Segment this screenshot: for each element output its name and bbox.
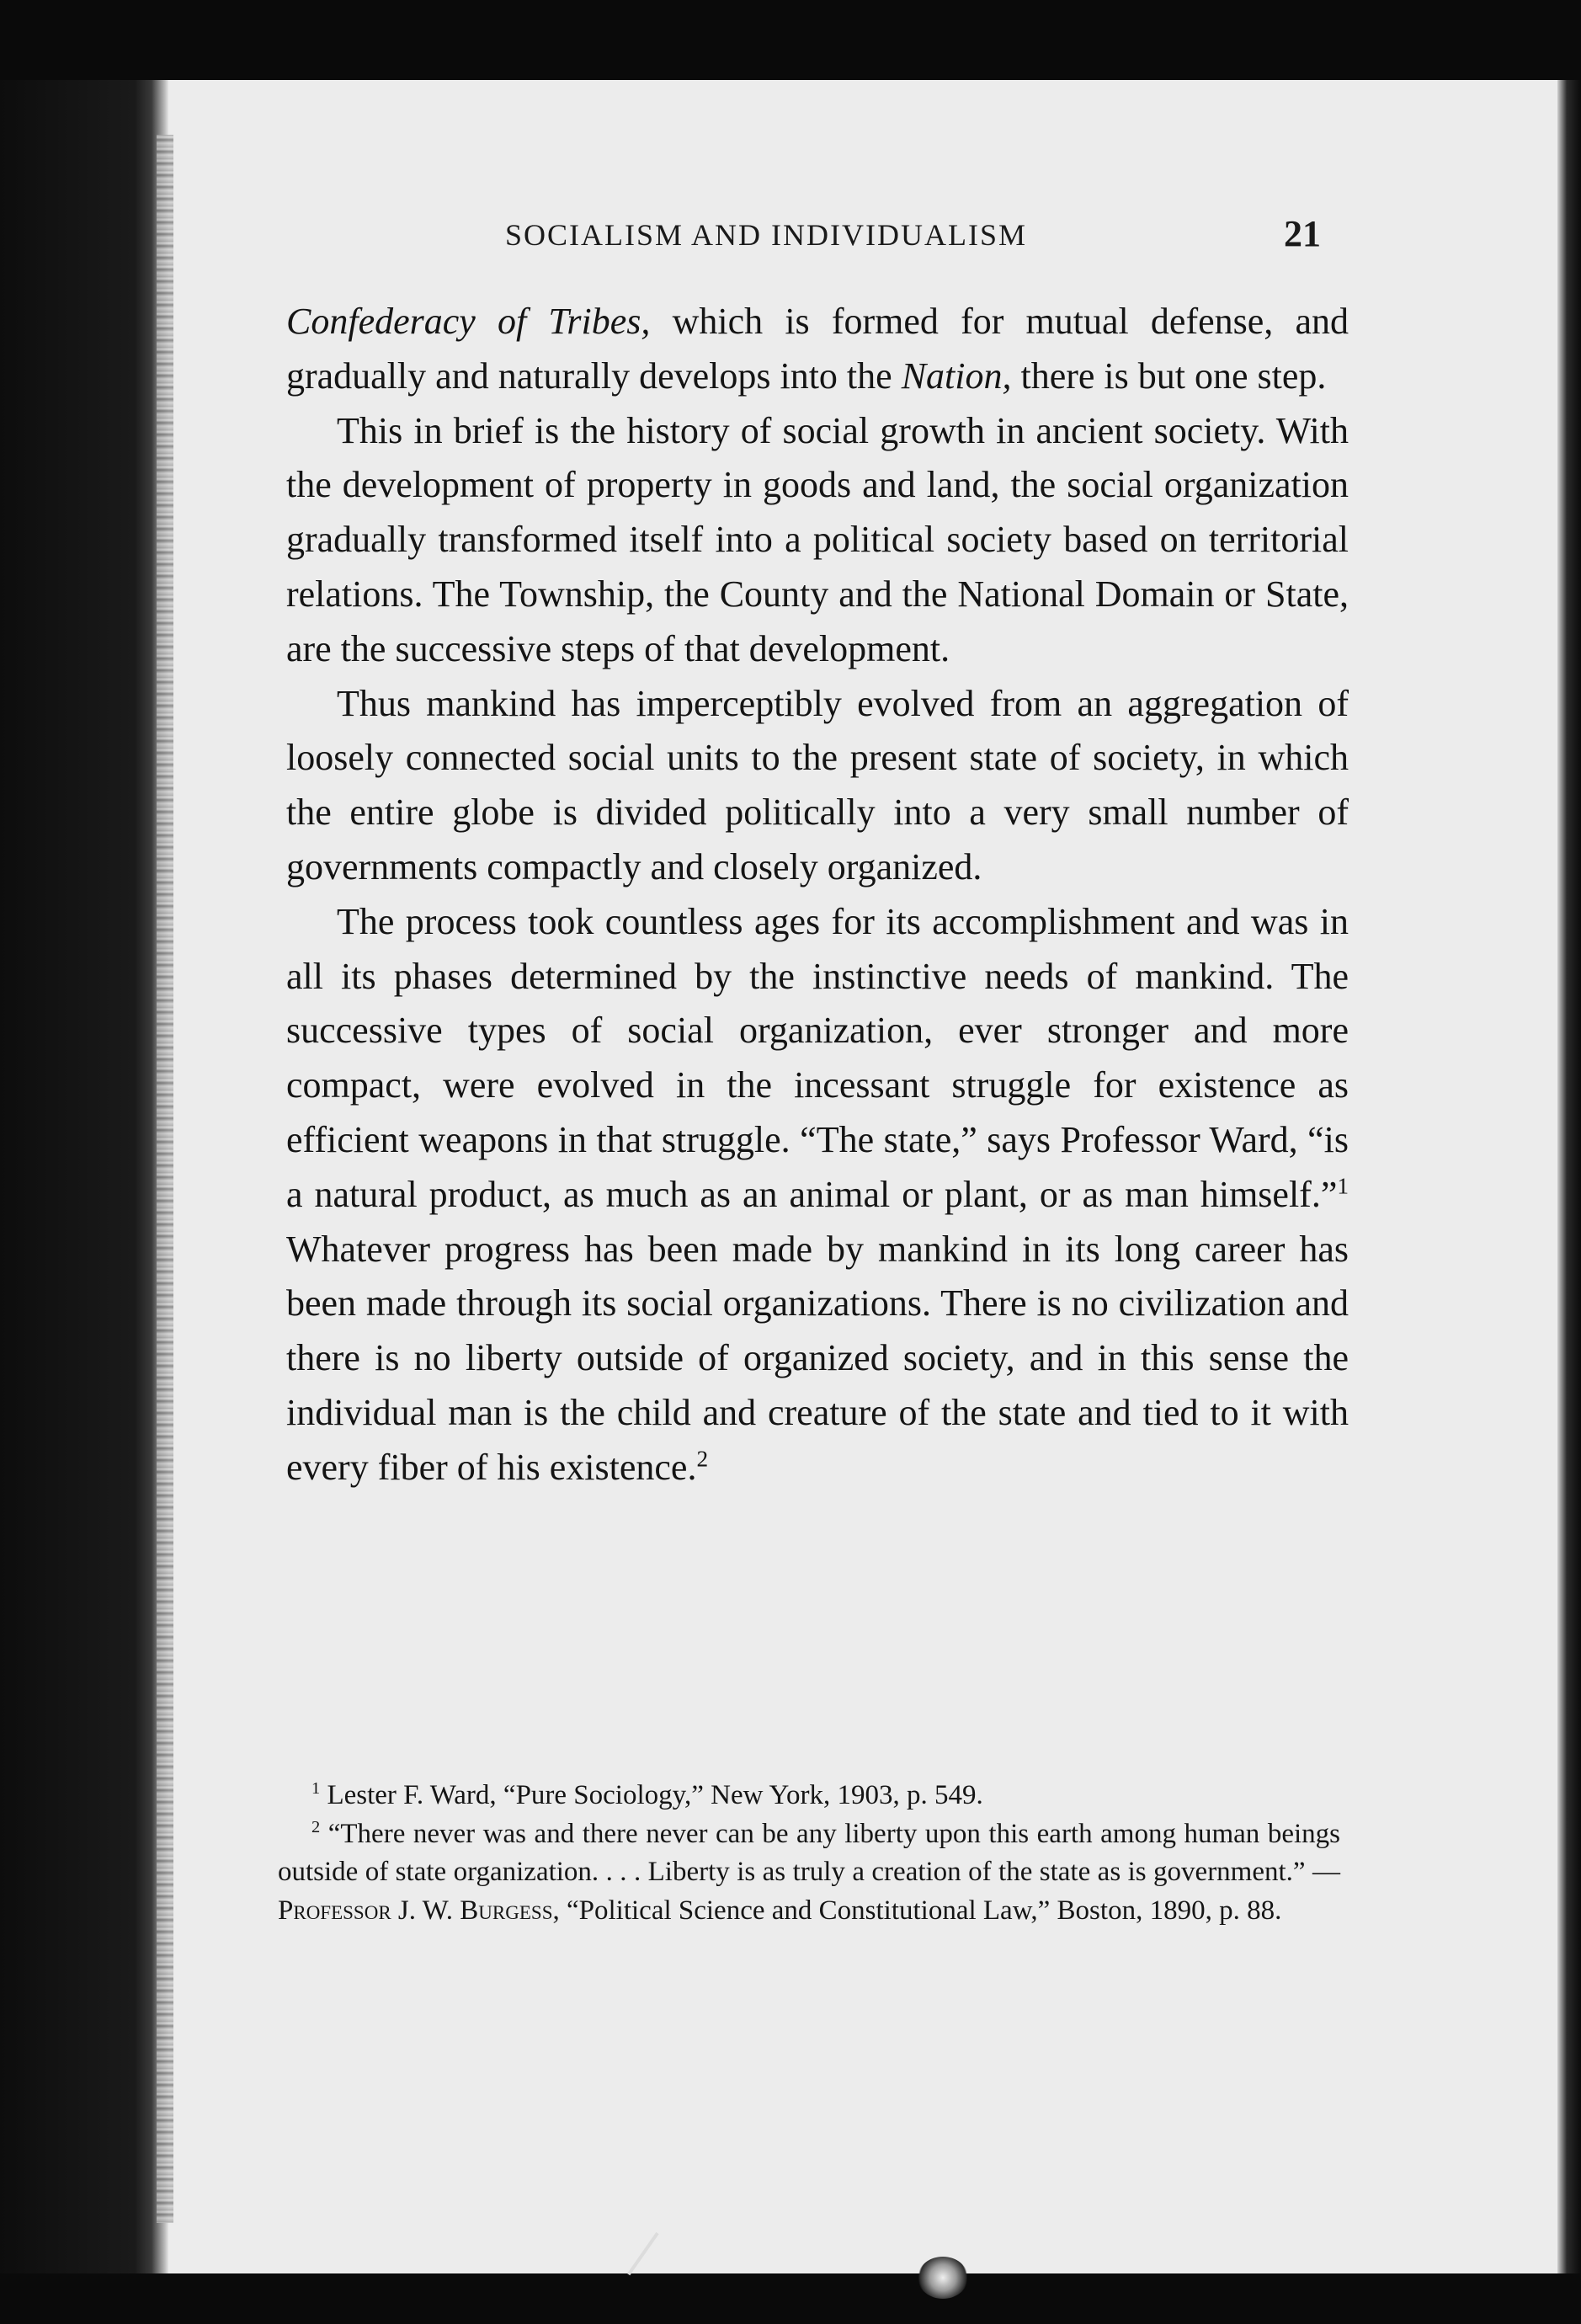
binding-edge: [157, 135, 173, 2223]
page-number: 21: [1284, 213, 1321, 254]
paragraph-4-text-b: Whatever progress has been made by mankind in its long career has been made through its social organizations. There is no civilization and there is no liberty outside of organized society, and in this sense the individual man is the child and creature of the state and tied to it with every fiber of his existence.: [286, 1228, 1349, 1488]
footnotes: [278, 1777, 1340, 1930]
paragraph-4-text-a: The process took countless ages for its accomplishment and was in all its phases determined by the instinctive needs of mankind. The successive types of social organization, ever stronger and more compact, were evolved in the incessant struggle for existence as efficient weapons in that struggle. “The state,” says Professor Ward, “is a natural product, as much as an animal or plant, or as man himself.”: [286, 900, 1349, 1215]
paragraph-1-text-a: which is formed for mutual defense, and gradually and naturally develops into the: [286, 301, 1349, 397]
footnote-ref-1: 1: [1337, 1173, 1349, 1199]
footnote-2-author: Professor J. W. Burgess,: [278, 1895, 560, 1926]
footnote-1-mark: 1: [311, 1779, 321, 1798]
paragraph-1-text-b: there is but one step.: [1011, 354, 1327, 397]
paragraph-1: [286, 295, 1349, 404]
page-right-edge: [1557, 80, 1581, 2273]
paragraph-4: [286, 895, 1349, 1495]
footnote-1-text: Lester F. Ward, “Pure Sociology,” New York, 1903, p. 549.: [320, 1780, 983, 1810]
footnote-1: [278, 1777, 1340, 1815]
footnote-2-text-a: “There never was and there never can be any liberty upon this earth among human beings outside of state organization. . . . Liberty is as truly a creation of the state as is government.” —: [278, 1818, 1340, 1887]
paragraph-2: This in brief is the history of social growth in ancient society. With the development of property in goods and land, the social organization gradually transformed itself into a political society based on territorial relations. The Township, the County and the National Domain or State, are the successive steps of that development.: [286, 409, 1349, 669]
scan-border-top: [0, 0, 1581, 80]
book-spine-gutter: [0, 80, 168, 2273]
footnote-ref-2: 2: [696, 1446, 709, 1472]
footnote-2-mark: 2: [311, 1817, 321, 1836]
italic-term-nation: Nation,: [901, 354, 1012, 397]
scan-border-bottom: [0, 2273, 1581, 2324]
running-head: SOCIALISM AND INDIVIDUALISM: [505, 218, 1027, 252]
footnote-2-text-b: “Political Science and Constitutional Law,” Boston, 1890, p. 88.: [559, 1895, 1282, 1926]
scan-artifact: [918, 2257, 968, 2299]
footnote-2: [278, 1815, 1340, 1931]
paragraph-3: Thus mankind has imperceptibly evolved from an aggregation of loosely connected social units to the present state of society, in which the entire globe is divided politically into a very small number of governments compactly and closely organized.: [286, 682, 1349, 887]
body-text: [286, 295, 1349, 1495]
italic-term-confederacy: Confederacy of Tribes,: [286, 301, 651, 342]
